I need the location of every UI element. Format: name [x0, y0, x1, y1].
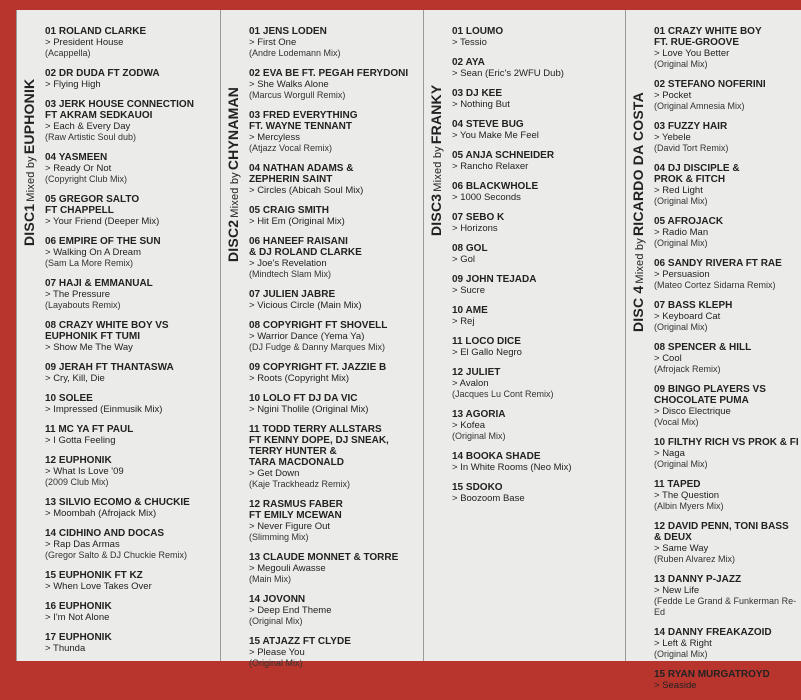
track-item: [45, 393, 219, 415]
track-title: > Roots (Copyright Mix): [249, 373, 422, 384]
track-mix: (Atjazz Vocal Remix): [249, 143, 333, 153]
track-title: > Gol: [452, 254, 624, 265]
track-title: > New Life: [654, 585, 799, 596]
track-artist: 01 JENS LODEN: [249, 26, 327, 37]
track-item: [249, 205, 422, 227]
track-artist: 14 BOOKA SHADE: [452, 451, 541, 462]
track-artist: 01 CRAZY WHITE BOY FT. RUE-GROOVE: [654, 26, 762, 48]
track-item: [45, 455, 219, 488]
track-mix: (Original Mix): [654, 459, 708, 469]
track-artist: 07 SEBO K: [452, 212, 505, 223]
track-title: > Nothing But: [452, 99, 624, 110]
track-title: > Sean (Eric's 2WFU Dub): [452, 68, 624, 79]
track-artist: 11 TAPED: [654, 479, 701, 490]
track-title: > The Question: [654, 490, 799, 501]
track-title: > Ngini Tholile (Original Mix): [249, 404, 422, 415]
track-title: > Moombah (Afrojack Mix): [45, 508, 219, 519]
track-mix: (Original Mix): [452, 431, 506, 441]
track-mix: (Mindtech Slam Mix): [249, 269, 332, 279]
track-item: [452, 367, 624, 400]
track-item: [249, 636, 422, 669]
disc-3-tracklist: [452, 26, 624, 513]
track-artist: 05 ANJA SCHNEIDER: [452, 150, 555, 161]
track-artist: 02 DR DUDA FT ZODWA: [45, 68, 160, 79]
track-item: [249, 110, 422, 154]
track-item: [654, 163, 799, 207]
track-title: > Horizons: [452, 223, 624, 234]
track-artist: 07 JULIEN JABRE: [249, 289, 336, 300]
track-item: [249, 499, 422, 543]
track-title: > Seaside: [654, 680, 799, 691]
track-artist: 05 AFROJACK: [654, 216, 724, 227]
track-artist: 01 ROLAND CLARKE: [45, 26, 147, 37]
track-artist: 06 BLACKWHOLE: [452, 181, 539, 192]
track-artist: 04 NATHAN ADAMS & ZEPHERIN SAINT: [249, 163, 354, 185]
track-mix: (Ruben Alvarez Mix): [654, 554, 736, 564]
track-item: [452, 26, 624, 48]
track-artist: 10 LOLO FT DJ DA VIC: [249, 393, 358, 404]
disc-2-rail: [221, 10, 247, 661]
track-title: > In White Rooms (Neo Mix): [452, 462, 624, 473]
track-artist: 13 SILVIO ECOMO & CHUCKIE: [45, 497, 190, 508]
track-title: > Get Down: [249, 468, 422, 479]
track-artist: 08 SPENCER & HILL: [654, 342, 752, 353]
track-artist: 13 DANNY P-JAZZ: [654, 574, 742, 585]
disc-3-dj: FRANKY: [428, 84, 444, 145]
track-artist: 09 JOHN TEJADA: [452, 274, 537, 285]
track-artist: 10 SOLEE: [45, 393, 93, 404]
track-mix: (Acappella): [45, 48, 91, 58]
track-title: > Rej: [452, 316, 624, 327]
track-artist: 13 AGORIA: [452, 409, 506, 420]
track-mix: (Gregor Salto & DJ Chuckie Remix): [45, 550, 188, 560]
track-mix: (Original Mix): [654, 196, 708, 206]
track-mix: (Layabouts Remix): [45, 300, 121, 310]
track-title: > Sucre: [452, 285, 624, 296]
track-item: [45, 497, 219, 519]
track-artist: 05 GREGOR SALTO FT CHAPPELL: [45, 194, 140, 216]
track-artist: 08 CRAZY WHITE BOY VS EUPHONIK FT TUMI: [45, 320, 169, 342]
track-item: [45, 99, 219, 143]
track-title: > Boozoom Base: [452, 493, 624, 504]
track-item: [452, 305, 624, 327]
disc-4-mixed-by: Mixed by: [634, 238, 646, 284]
track-artist: 05 CRAIG SMITH: [249, 205, 330, 216]
track-title: > Vicious Circle (Main Mix): [249, 300, 422, 311]
track-item: [249, 68, 422, 101]
track-item: [452, 409, 624, 442]
disc-2-dj: CHYNAMAN: [225, 86, 241, 171]
track-mix: (Sam La More Remix): [45, 258, 134, 268]
track-artist: 15 RYAN MURGATROYD: [654, 669, 770, 680]
disc-4-number: DISC 4: [630, 285, 646, 332]
track-item: [654, 384, 799, 428]
track-title: > Please You: [249, 647, 422, 658]
track-item: [249, 26, 422, 59]
track-item: [654, 574, 799, 618]
disc-1-label: [21, 79, 37, 246]
disc-3-panel: [423, 10, 626, 661]
disc-3-mixed-by: Mixed by: [432, 146, 444, 192]
track-artist: 08 GOL: [452, 243, 488, 254]
track-artist: 15 ATJAZZ FT CLYDE: [249, 636, 351, 647]
track-title: > Rap Das Armas: [45, 539, 219, 550]
track-mix: (Original Mix): [249, 658, 303, 668]
track-artist: 09 BINGO PLAYERS VS CHOCOLATE PUMA: [654, 384, 766, 406]
track-item: [654, 26, 799, 70]
track-artist: 07 BASS KLEPH: [654, 300, 733, 311]
track-item: [452, 336, 624, 358]
track-title: > What Is Love '09: [45, 466, 219, 477]
disc-1-number: DISC1: [21, 203, 37, 246]
track-item: [452, 181, 624, 203]
track-title: > Circles (Abicah Soul Mix): [249, 185, 422, 196]
track-title: > Walking On A Dream: [45, 247, 219, 258]
track-title: > Left & Right: [654, 638, 799, 649]
track-title: > You Make Me Feel: [452, 130, 624, 141]
track-mix: (2009 Club Mix): [45, 477, 109, 487]
track-item: [452, 243, 624, 265]
track-item: [45, 320, 219, 353]
track-mix: (Raw Artistic Soul dub): [45, 132, 137, 142]
track-artist: 02 EVA BE FT. PEGAH FERYDONI: [249, 68, 409, 79]
track-item: [654, 216, 799, 249]
disc-3-label: [428, 85, 444, 236]
disc-2-mixed-by: Mixed by: [229, 172, 241, 218]
disc-4-panel: [625, 10, 801, 691]
track-artist: 06 HANEEF RAISANI & DJ ROLAND CLARKE: [249, 236, 362, 258]
track-artist: 10 AME: [452, 305, 488, 316]
disc-4-label: [630, 92, 646, 332]
track-artist: 03 FUZZY HAIR: [654, 121, 728, 132]
track-artist: 15 EUPHONIK FT KZ: [45, 570, 143, 581]
track-title: > First One: [249, 37, 422, 48]
disc-1-panel: [16, 10, 221, 661]
disc-4-rail: [626, 10, 652, 661]
disc-4-tracklist: [654, 26, 799, 700]
track-mix: (Original Mix): [249, 616, 303, 626]
track-item: [654, 627, 799, 660]
track-title: > Tessio: [452, 37, 624, 48]
track-item: [249, 594, 422, 627]
disc-2-number: DISC2: [225, 219, 241, 262]
track-artist: 02 STEFANO NOFERINI: [654, 79, 766, 90]
track-item: [249, 393, 422, 415]
track-title: > When Love Takes Over: [45, 581, 219, 592]
track-artist: 08 COPYRIGHT FT SHOVELL: [249, 320, 388, 331]
disc-3-number: DISC3: [428, 193, 444, 236]
track-title: > Persuasion: [654, 269, 799, 280]
track-artist: 14 JOVONN: [249, 594, 306, 605]
track-title: > Joe's Revelation: [249, 258, 422, 269]
track-mix: (Copyright Club Mix): [45, 174, 128, 184]
track-title: > The Pressure: [45, 289, 219, 300]
track-artist: 01 LOUMO: [452, 26, 504, 37]
track-title: > Radio Man: [654, 227, 799, 238]
track-title: > Red Light: [654, 185, 799, 196]
track-item: [452, 57, 624, 79]
track-title: > Rancho Relaxer: [452, 161, 624, 172]
track-title: > 1000 Seconds: [452, 192, 624, 203]
track-mix: (Original Mix): [654, 238, 708, 248]
track-item: [45, 236, 219, 269]
track-item: [45, 632, 219, 654]
track-item: [654, 342, 799, 375]
track-item: [45, 152, 219, 185]
track-mix: (Jacques Lu Cont Remix): [452, 389, 554, 399]
track-title: > El Gallo Negro: [452, 347, 624, 358]
track-title: > Love You Better: [654, 48, 799, 59]
track-artist: 10 FILTHY RICH VS PROK & FI: [654, 437, 799, 448]
track-artist: 09 JERAH FT THANTASWA: [45, 362, 174, 373]
track-item: [654, 258, 799, 291]
track-mix: (Main Mix): [249, 574, 291, 584]
track-artist: 13 CLAUDE MONNET & TORRE: [249, 552, 399, 563]
track-artist: 06 EMPIRE OF THE SUN: [45, 236, 161, 247]
track-title: > I'm Not Alone: [45, 612, 219, 623]
track-item: [452, 88, 624, 110]
track-mix: (Fedde Le Grand & Funkerman Re-Ed: [654, 596, 797, 617]
track-title: > Keyboard Cat: [654, 311, 799, 322]
track-artist: 14 DANNY FREAKAZOID: [654, 627, 772, 638]
disc-1-dj: EUPHONIK: [21, 78, 37, 155]
disc-2-tracklist: [249, 26, 422, 678]
track-artist: 12 RASMUS FABER FT EMILY MCEWAN: [249, 499, 343, 521]
track-artist: 02 AYA: [452, 57, 485, 68]
track-item: [452, 119, 624, 141]
track-item: [654, 521, 799, 565]
track-mix: (Original Mix): [654, 59, 708, 69]
track-artist: 12 JULIET: [452, 367, 501, 378]
track-mix: (Albin Myers Mix): [654, 501, 724, 511]
track-item: [45, 194, 219, 227]
disc-1-tracklist: [45, 26, 219, 663]
track-title: > I Gotta Feeling: [45, 435, 219, 446]
track-mix: (Slimming Mix): [249, 532, 309, 542]
track-artist: 14 CIDHINO AND DOCAS: [45, 528, 165, 539]
track-artist: 11 MC YA FT PAUL: [45, 424, 134, 435]
track-item: [45, 26, 219, 59]
track-title: > Cool: [654, 353, 799, 364]
disc-1-mixed-by: Mixed by: [25, 156, 37, 202]
track-item: [249, 424, 422, 490]
track-artist: 11 LOCO DICE: [452, 336, 521, 347]
track-title: > Hit Em (Original Mix): [249, 216, 422, 227]
track-artist: 11 TODD TERRY ALLSTARS FT KENNY DOPE, DJ SNEAK, TERRY HUNTER & TARA MACDONALD: [249, 424, 389, 468]
track-artist: 12 DAVID PENN, TONI BASS & DEUX: [654, 521, 789, 543]
track-mix: (Kaje Trackheadz Remix): [249, 479, 351, 489]
track-title: > Show Me The Way: [45, 342, 219, 353]
track-item: [654, 479, 799, 512]
track-artist: 04 STEVE BUG: [452, 119, 524, 130]
track-mix: (Afrojack Remix): [654, 364, 721, 374]
track-mix: (Andre Lodemann Mix): [249, 48, 341, 58]
track-title: > Disco Electrique: [654, 406, 799, 417]
track-artist: 09 COPYRIGHT FT. JAZZIE B: [249, 362, 387, 373]
track-item: [45, 528, 219, 561]
disc-1-rail: [17, 10, 43, 661]
disc-2-panel: [220, 10, 424, 668]
track-title: > Kofea: [452, 420, 624, 431]
track-title: > Your Friend (Deeper Mix): [45, 216, 219, 227]
track-title: > Never Figure Out: [249, 521, 422, 532]
track-item: [249, 320, 422, 353]
track-title: > President House: [45, 37, 219, 48]
disc-4-dj: RICARDO DA COSTA: [630, 92, 646, 237]
track-title: > Impressed (Einmusik Mix): [45, 404, 219, 415]
track-item: [45, 68, 219, 90]
track-title: > Each & Every Day: [45, 121, 219, 132]
track-item: [249, 289, 422, 311]
track-item: [249, 163, 422, 196]
track-item: [45, 570, 219, 592]
track-title: > Yebele: [654, 132, 799, 143]
track-artist: 04 DJ DISCIPLE & PROK & FITCH: [654, 163, 740, 185]
track-item: [45, 601, 219, 623]
track-artist: 16 EUPHONIK: [45, 601, 112, 612]
track-title: > Deep End Theme: [249, 605, 422, 616]
track-mix: (Mateo Cortez Sidarna Remix): [654, 280, 776, 290]
track-item: [249, 236, 422, 280]
track-item: [452, 482, 624, 504]
track-item: [249, 362, 422, 384]
track-artist: 03 JERK HOUSE CONNECTION FT AKRAM SEDKAUOI: [45, 99, 194, 121]
track-mix: (Original Mix): [654, 322, 708, 332]
track-item: [452, 212, 624, 234]
track-title: > Cry, Kill, Die: [45, 373, 219, 384]
track-title: > Warrior Dance (Yema Ya): [249, 331, 422, 342]
track-title: > Megouli Awasse: [249, 563, 422, 574]
track-title: > Ready Or Not: [45, 163, 219, 174]
track-item: [654, 437, 799, 470]
track-mix: (David Tort Remix): [654, 143, 729, 153]
track-item: [45, 278, 219, 311]
track-item: [45, 362, 219, 384]
track-item: [452, 451, 624, 473]
track-item: [452, 150, 624, 172]
track-mix: (Vocal Mix): [654, 417, 699, 427]
track-artist: 03 FRED EVERYTHING FT. WAYNE TENNANT: [249, 110, 358, 132]
track-item: [654, 79, 799, 112]
track-mix: (Original Amnesia Mix): [654, 101, 745, 111]
track-mix: (Marcus Worgull Remix): [249, 90, 346, 100]
track-title: > Pocket: [654, 90, 799, 101]
track-item: [45, 424, 219, 446]
track-artist: 06 SANDY RIVERA FT RAE: [654, 258, 782, 269]
track-title: > Flying High: [45, 79, 219, 90]
track-item: [654, 300, 799, 333]
track-artist: 17 EUPHONIK: [45, 632, 112, 643]
disc-3-rail: [424, 10, 450, 661]
track-mix: (DJ Fudge & Danny Marques Mix): [249, 342, 386, 352]
track-artist: 04 YASMEEN: [45, 152, 108, 163]
track-item: [452, 274, 624, 296]
track-title: > Avalon: [452, 378, 624, 389]
track-artist: 15 SDOKO: [452, 482, 503, 493]
track-title: > Same Way: [654, 543, 799, 554]
track-mix: (Original Mix): [654, 649, 708, 659]
track-title: > Thunda: [45, 643, 219, 654]
track-item: [654, 669, 799, 691]
track-item: [249, 552, 422, 585]
track-title: > Naga: [654, 448, 799, 459]
track-artist: 07 HAJI & EMMANUAL: [45, 278, 153, 289]
track-title: > Mercyless: [249, 132, 422, 143]
disc-2-label: [225, 87, 241, 262]
track-artist: 12 EUPHONIK: [45, 455, 112, 466]
track-item: [654, 121, 799, 154]
track-artist: 03 DJ KEE: [452, 88, 503, 99]
track-title: > She Walks Alone: [249, 79, 422, 90]
